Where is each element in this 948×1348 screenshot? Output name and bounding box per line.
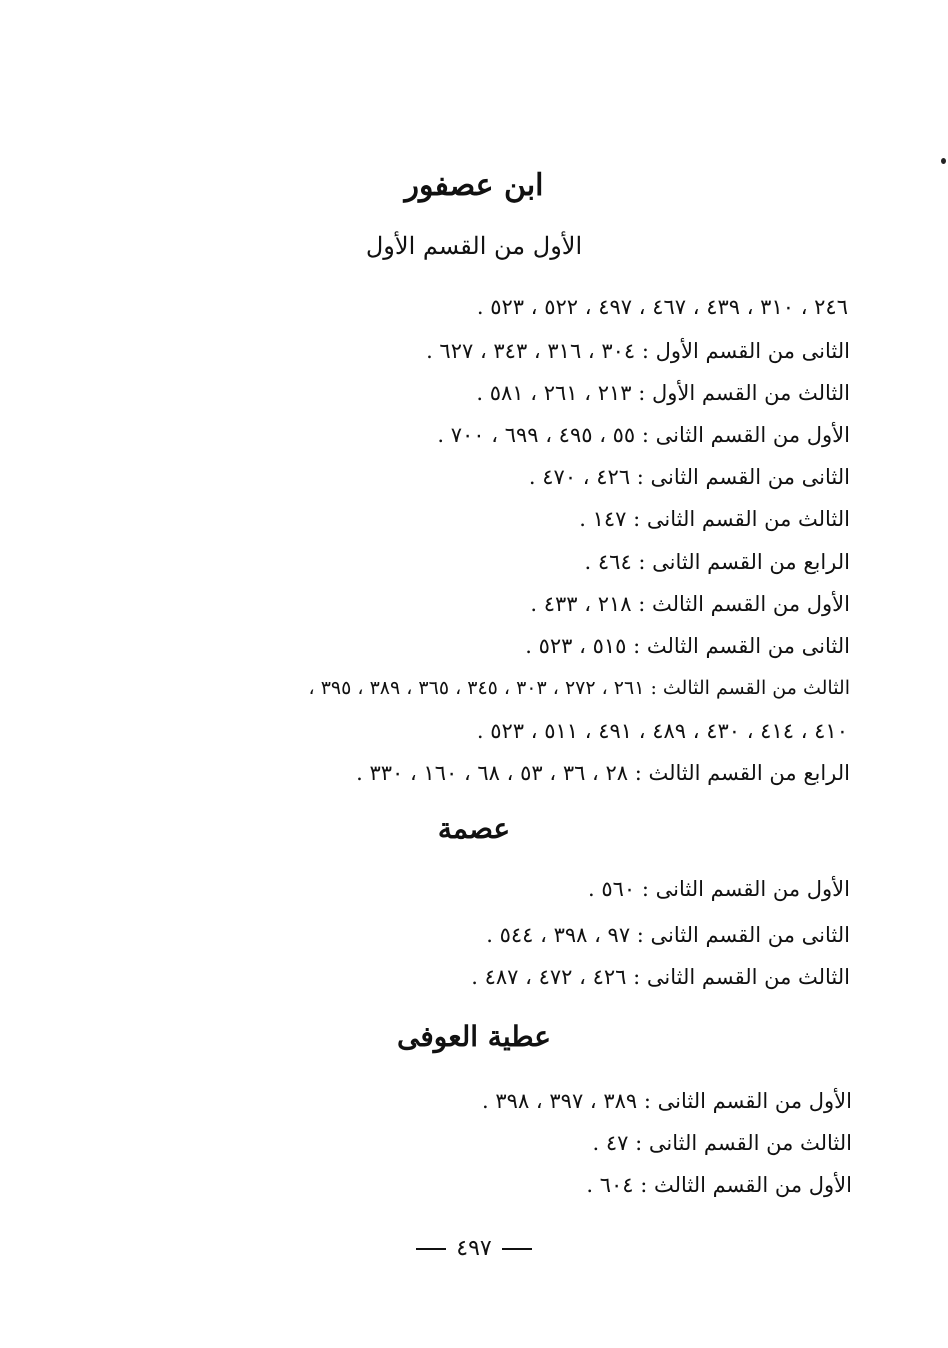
index-line: الرابع من القسم الثانى : ٤٦٤ .	[584, 550, 850, 574]
index-line: ٢٤٦ ، ٣١٠ ، ٤٣٩ ، ٤٦٧ ، ٤٩٧ ، ٥٢٢ ، ٥٢٣ .	[476, 295, 848, 319]
footer-dash-right	[502, 1248, 532, 1250]
index-line: الثانى من القسم الثانى : ٩٧ ، ٣٩٨ ، ٥٤٤ .	[486, 923, 850, 947]
index-line: الثالث من القسم الثانى : ١٤٧ .	[579, 507, 850, 531]
page-number: ٤٩٧	[456, 1236, 492, 1261]
scan-speck	[941, 158, 946, 164]
index-line: الثالث من القسم الثالث : ٢٦١ ، ٢٧٢ ، ٣٠٣ ، ٣٤٥ ، ٣٦٥ ، ٣٨٩ ، ٣٩٥ ،	[308, 677, 850, 699]
section-subtitle: الأول من القسم الأول	[365, 232, 583, 260]
index-line: الثالث من القسم الأول : ٢١٣ ، ٢٦١ ، ٥٨١ .	[476, 381, 850, 405]
index-line: الأول من القسم الثالث : ٢١٨ ، ٤٣٣ .	[530, 592, 850, 616]
page-footer	[0, 1236, 948, 1261]
section-title-isma: عصمة	[437, 812, 511, 845]
index-line: الرابع من القسم الثالث : ٢٨ ، ٣٦ ، ٥٣ ، ٦٨ ، ١٦٠ ، ٣٣٠ .	[356, 761, 850, 785]
section-title-atiyya-al-awfi: عطية العوفى	[397, 1020, 551, 1053]
index-line: الثانى من القسم الأول : ٣٠٤ ، ٣١٦ ، ٣٤٣ ، ٦٢٧ .	[426, 339, 850, 363]
index-line: الثالث من القسم الثانى : ٤٧ .	[592, 1131, 852, 1155]
index-line: الأول من القسم الثانى : ٥٥ ، ٤٩٥ ، ٦٩٩ ، ٧٠٠ .	[437, 423, 850, 447]
index-line: الثانى من القسم الثالث : ٥١٥ ، ٥٢٣ .	[525, 634, 850, 658]
index-line: الأول من القسم الثانى : ٣٨٩ ، ٣٩٧ ، ٣٩٨ .	[482, 1089, 852, 1113]
index-line: الأول من القسم الثانى : ٥٦٠ .	[588, 877, 850, 901]
index-line: الثانى من القسم الثانى : ٤٢٦ ، ٤٧٠ .	[528, 465, 850, 489]
section-title-ibn-asfour: ابن عصفور	[404, 168, 544, 203]
index-line-continuation: ٤١٠ ، ٤١٤ ، ٤٣٠ ، ٤٨٩ ، ٤٩١ ، ٥١١ ، ٥٢٣ .	[476, 719, 848, 743]
footer-dash-left	[416, 1248, 446, 1250]
index-line: الأول من القسم الثالث : ٦٠٤ .	[586, 1173, 852, 1197]
index-line: الثالث من القسم الثانى : ٤٢٦ ، ٤٧٢ ، ٤٨٧ .	[471, 965, 850, 989]
